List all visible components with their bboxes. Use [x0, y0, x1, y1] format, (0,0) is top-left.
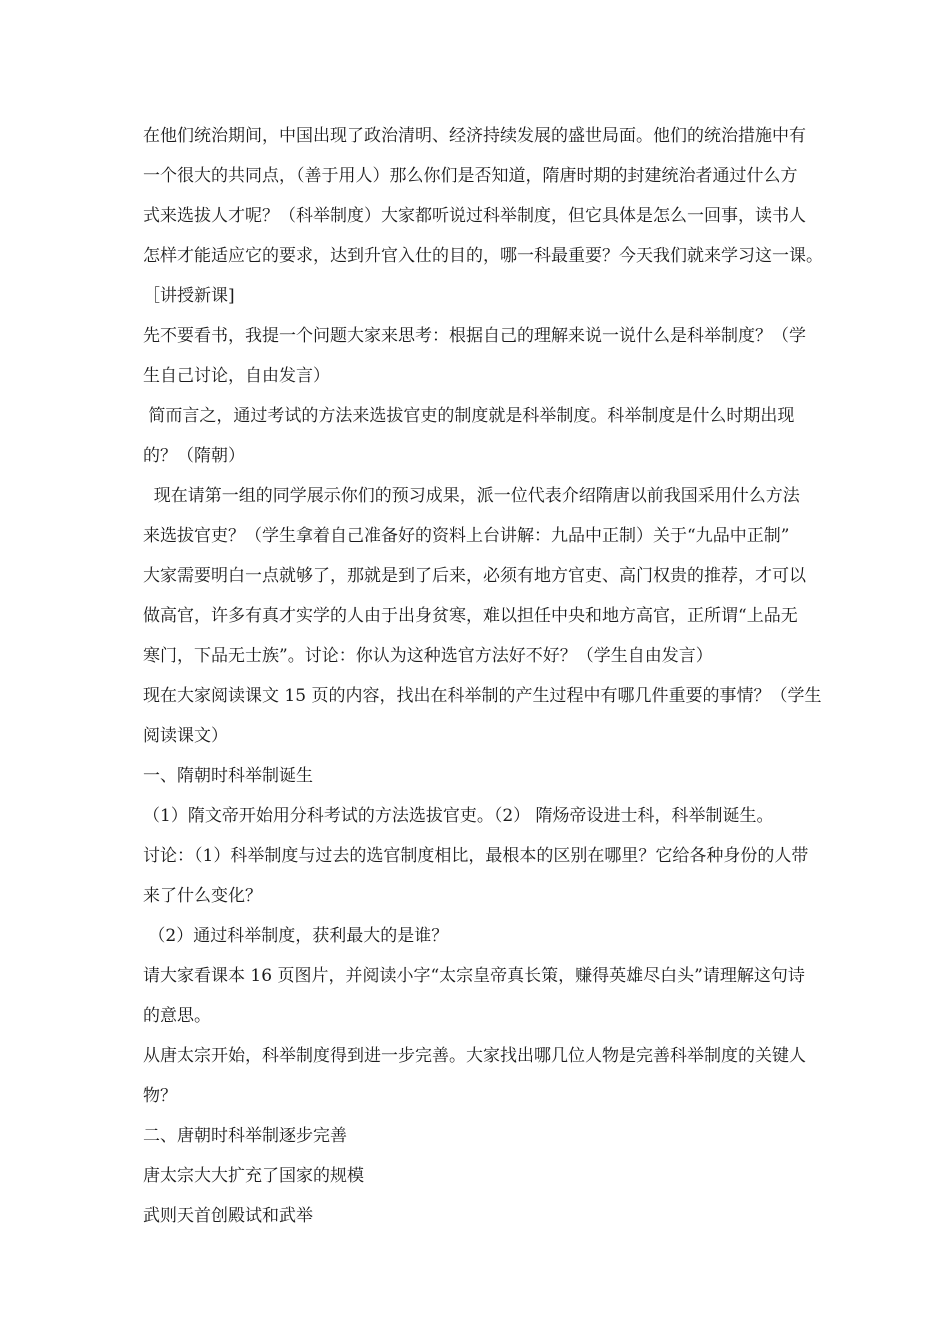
text-line: 大家需要明白一点就够了，那就是到了后来，必须有地方官吏、高门权贵的推荐，才可以	[143, 566, 806, 586]
text-line: 阅读课文）	[143, 726, 228, 746]
section-heading: 一、隋朝时科举制诞生	[143, 766, 313, 786]
text-line: （1）隋文帝开始用分科考试的方法选拔官吏。（2） 隋炀帝设进士科，科举制诞生。	[143, 806, 774, 826]
text-line: 式来选拔人才呢？（科举制度）大家都听说过科举制度，但它具体是怎么一回事，读书人	[143, 206, 806, 226]
text-line: 做高官，许多有真才实学的人由于出身贫寒，难以担任中央和地方高官，正所谓“上品无	[143, 606, 798, 626]
text-line: 讨论：（1）科举制度与过去的选官制度相比，最根本的区别在哪里？它给各种身份的人带	[143, 846, 809, 866]
text-line: 现在大家阅读课文 15 页的内容，找出在科举制的产生过程中有哪几件重要的事情？（学生	[143, 686, 822, 706]
text-line: 在他们统治期间，中国出现了政治清明、经济持续发展的盛世局面。他们的统治措施中有	[143, 126, 806, 146]
text-line: 来选拔官吏？（学生拿着自己准备好的资料上台讲解：九品中正制）关于“九品中正制”	[143, 526, 790, 546]
text-line: 来了什么变化？	[143, 886, 262, 906]
text-line: 简而言之，通过考试的方法来选拔官吏的制度就是科举制度。科举制度是什么时期出现	[143, 406, 795, 426]
text-line: 唐太宗大大扩充了国家的规模	[143, 1166, 364, 1186]
text-line: 怎样才能适应它的要求，达到升官入仕的目的，哪一科最重要？今天我们就来学习这一课。	[143, 246, 823, 266]
text-line: 从唐太宗开始，科举制度得到进一步完善。大家找出哪几位人物是完善科举制度的关键人	[143, 1046, 806, 1066]
text-line: 的意思。	[143, 1006, 211, 1026]
text-line: 一个很大的共同点，（善于用人）那么你们是否知道，隋唐时期的封建统治者通过什么方	[143, 166, 798, 186]
section-heading: 二、唐朝时科举制逐步完善	[143, 1126, 347, 1146]
text-line: 先不要看书，我提一个问题大家来思考：根据自己的理解来说一说什么是科举制度？（学	[143, 326, 806, 346]
text-line: 现在请第一组的同学展示你们的预习成果，派一位代表介绍隋唐以前我国采用什么方法	[143, 486, 800, 506]
section-heading: ［讲授新课]	[143, 286, 235, 306]
text-line: 生自己讨论，自由发言）	[143, 366, 330, 386]
text-line: （2）通过科举制度，获利最大的是谁？	[143, 926, 449, 946]
text-line: 武则天首创殿试和武举	[143, 1206, 313, 1226]
text-line: 的？（隋朝）	[143, 446, 245, 466]
text-line: 请大家看课本 16 页图片，并阅读小字“太宗皇帝真长策，赚得英雄尽白头”请理解这句诗	[143, 966, 805, 986]
text-line: 寒门，下品无士族”。讨论：你认为这种选官方法好不好？（学生自由发言）	[143, 646, 713, 666]
text-line: 物？	[143, 1086, 177, 1106]
